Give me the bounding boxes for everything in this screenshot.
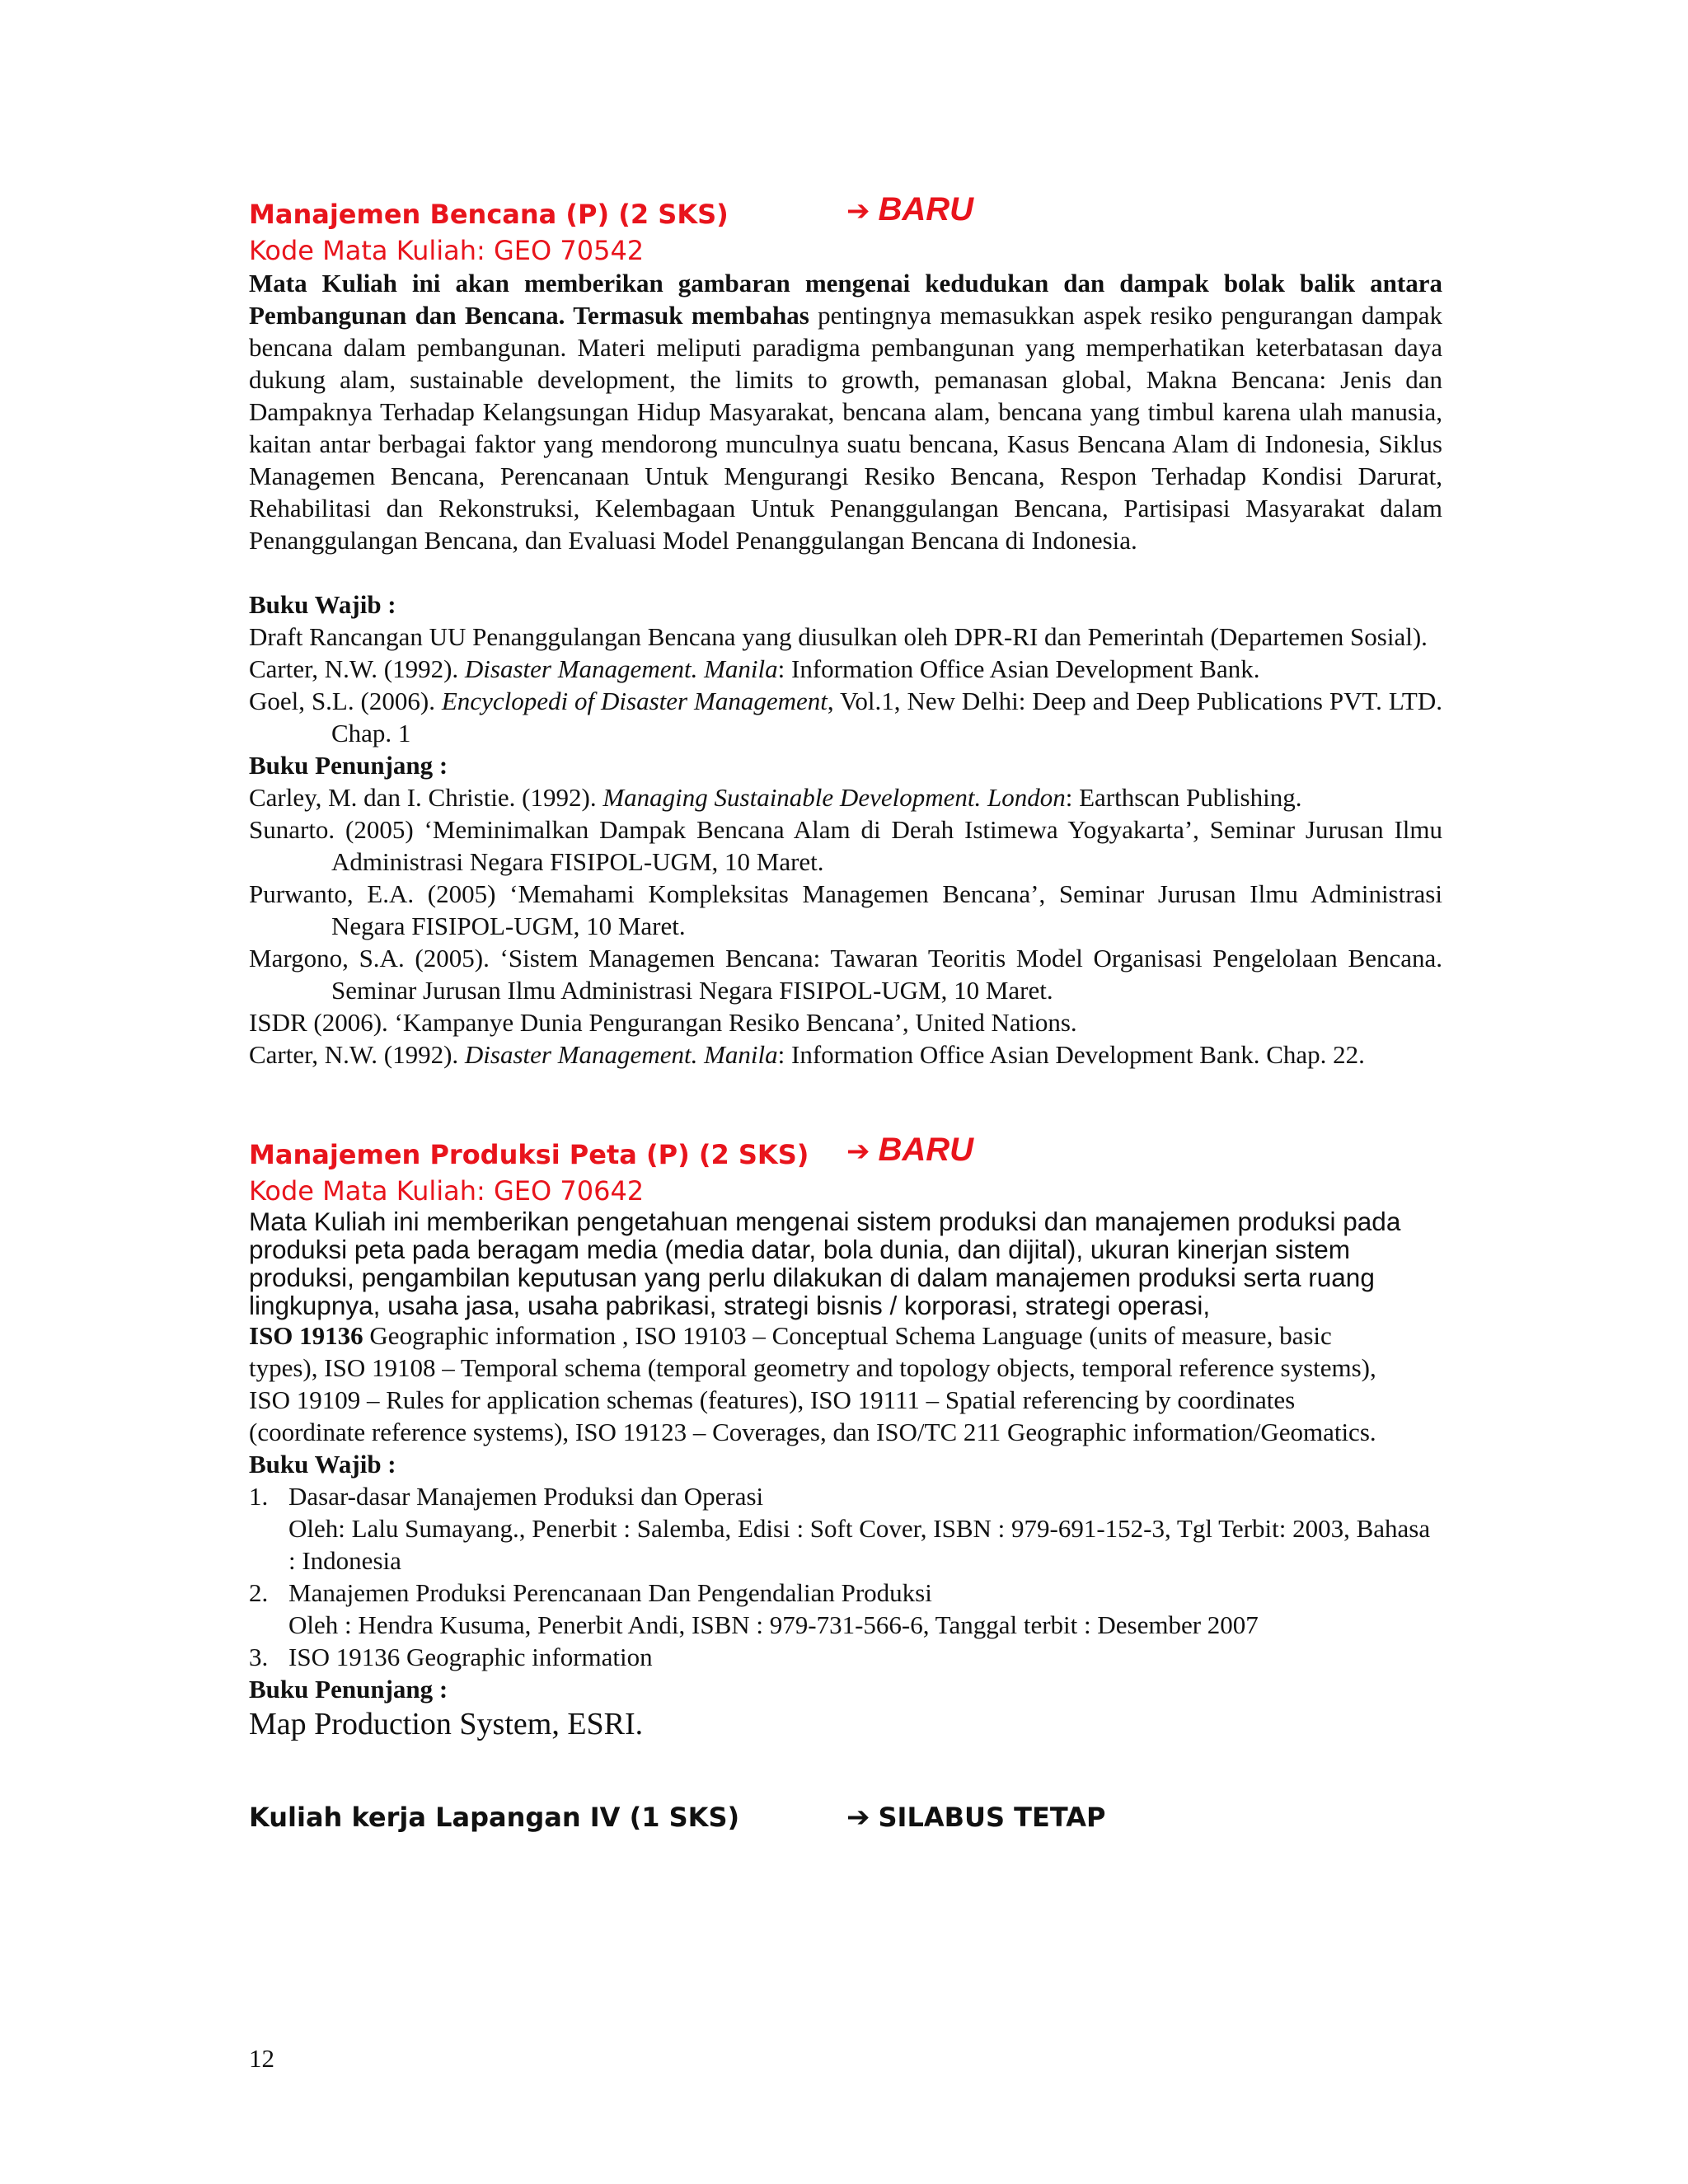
arrow-right-icon: ➔ <box>846 194 870 227</box>
buku-wajib-list <box>249 1480 1442 1673</box>
buku-wajib-list <box>249 621 1442 749</box>
status-label: SILABUS TETAP <box>878 1802 1106 1833</box>
buku-penunjang-label: Buku Penunjang : <box>249 751 448 780</box>
document-page <box>249 191 1442 1837</box>
reference-item: Goel, S.L. (2006). Encyclopedi of Disaster Management, Vol.1, New Delhi: Deep and Deep Publications PVT. LTD. Chap. 1 <box>249 687 1442 748</box>
reference-item: Map Production System, ESRI. <box>249 1707 644 1741</box>
reference-item: Margono, S.A. (2005). ‘Sistem Managemen Bencana: Tawaran Teoritis Model Organisasi Pengelolaan Bencana. Seminar Jurusan Ilmu Administrasi Negara FISIPOL-UGM, 10 Maret. <box>249 944 1442 1005</box>
list-item: 2. Manajemen Produksi Perencanaan Dan Pengendalian Produksi Oleh : Hendra Kusuma, Penerbit Andi, ISBN : 979-731-566-6, Tanggal terbit : Desember 2007 <box>249 1578 1259 1639</box>
section-title-manajemen-bencana <box>249 191 1442 234</box>
description-text: pentingnya memasukkan aspek resiko pengurangan dampak bencana dalam pembangunan. Materi meliputi paradigma pembangunan yang memperhatikan keterbatasan daya dukung alam, sustainable development, the limits to growth, pemanasan global, Makna Bencana: Jenis dan Dampaknya Terhadap Kelangsungan Hidup Masyarakat, bencana alam, bencana yang timbul karena ulah manusia, kaitan antar berbagai faktor yang mendorong munculnya suatu bencana, Kasus Bencana Alam di Indonesia, Siklus Managemen Bencana, Perencanaan Untuk Mengurangi Resiko Bencana, Respon Terhadap Kondisi Darurat, Rehabilitasi dan Rekonstruksi, Kelembagaan Untuk Penanggulangan Bencana, Partisipasi Masyarakat dalam Penanggulangan Bencana, dan Evaluasi Model Penanggulangan Bencana di Indonesia. <box>249 301 1442 555</box>
section-title-kuliah-kerja-lapangan <box>249 1801 1442 1837</box>
course-description <box>249 267 1442 556</box>
course-code: Kode Mata Kuliah: GEO 70542 <box>249 235 645 266</box>
buku-penunjang-label: Buku Penunjang : <box>249 1675 448 1704</box>
reference-item: Sunarto. (2005) ‘Meminimalkan Dampak Bencana Alam di Derah Istimewa Yogyakarta’, Seminar Jurusan Ilmu Administrasi Negara FISIPOL-UGM, 10 Maret. <box>249 815 1442 876</box>
status-tag <box>846 1801 1105 1834</box>
buku-wajib-label: Buku Wajib : <box>249 1450 396 1479</box>
status-label: BARU <box>878 191 974 227</box>
description-bold: Mata Kuliah ini akan memberikan gambaran mengenai kedudukan dan dampak bolak balik antara Pembangunan dan Bencana. Termasuk membahas <box>249 269 1442 330</box>
buku-penunjang-list <box>249 781 1442 1071</box>
course-title: Manajemen Produksi Peta (P) (2 SKS) <box>249 1139 809 1170</box>
reference-item: Carley, M. dan I. Christie. (1992). Managing Sustainable Development. London: Earthscan Publishing. <box>249 783 1302 812</box>
course-title: Manajemen Bencana (P) (2 SKS) <box>249 199 729 230</box>
status-label: BARU <box>878 1132 974 1168</box>
buku-wajib-label: Buku Wajib : <box>249 590 396 619</box>
reference-item: Draft Rancangan UU Penanggulangan Bencana yang diusulkan oleh DPR-RI dan Pemerintah (Departemen Sosial). <box>249 622 1428 651</box>
status-tag <box>846 1133 973 1168</box>
list-item: 1. Dasar-dasar Manajemen Produksi dan Operasi Oleh: Lalu Sumayang., Penerbit : Salemba, Edisi : Soft Cover, ISBN : 979-691-152-3, Tgl Terbit: 2003, Bahasa : Indonesia <box>249 1482 1431 1575</box>
course-description <box>249 1319 1403 1448</box>
course-description-sans: Mata Kuliah ini memberikan pengetahuan mengenai sistem produksi dan manajemen produksi pada produksi peta pada beragam media (media datar, bola dunia, dan dijital), ukuran kinerjan sistem produksi, pengambilan keputusan yang perlu dilakukan di dalam manajemen produksi serta ruang lingkupnya, usaha jasa, usaha pabrikasi, strategi bisnis / korporasi, strategi operasi, <box>249 1207 1401 1320</box>
section-title-manajemen-produksi-peta <box>249 1132 1442 1174</box>
arrow-right-icon: ➔ <box>846 1135 870 1168</box>
reference-item: Purwanto, E.A. (2005) ‘Memahami Kompleksitas Managemen Bencana’, Seminar Jurusan Ilmu Administrasi Negara FISIPOL-UGM, 10 Maret. <box>249 879 1442 940</box>
list-item: 3. ISO 19136 Geographic information <box>249 1643 653 1671</box>
page-number: 12 <box>249 2044 274 2073</box>
arrow-right-icon: ➔ <box>846 1801 870 1834</box>
description-bold: ISO 19136 <box>249 1321 363 1350</box>
course-title: Kuliah kerja Lapangan IV (1 SKS) <box>249 1802 740 1833</box>
reference-item: Carter, N.W. (1992). Disaster Management. Manila: Information Office Asian Development Bank. Chap. 22. <box>249 1040 1365 1069</box>
reference-item: ISDR (2006). ‘Kampanye Dunia Pengurangan Resiko Bencana’, United Nations. <box>249 1008 1077 1037</box>
status-tag <box>846 193 973 227</box>
description-text: Geographic information , ISO 19103 – Conceptual Schema Language (units of measure, basic types), ISO 19108 – Temporal schema (temporal geometry and topology objects, temporal reference systems), ISO 19109 – Rules for application schemas (features), ISO 19111 – Spatial referencing by coordinates (coordinate reference systems), ISO 19123 – Coverages, dan ISO/TC 211 Geographic information/Geomatics. <box>249 1321 1376 1446</box>
course-code: Kode Mata Kuliah: GEO 70642 <box>249 1175 645 1207</box>
reference-item: Carter, N.W. (1992). Disaster Management. Manila: Information Office Asian Development Bank. <box>249 654 1260 683</box>
